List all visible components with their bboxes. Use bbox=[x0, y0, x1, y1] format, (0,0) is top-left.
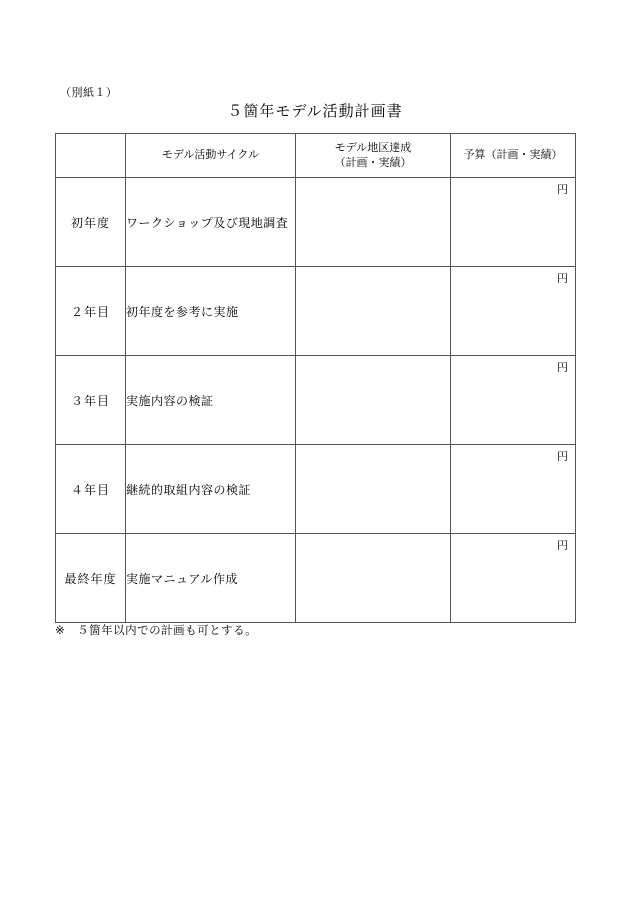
row-cycle: 実施マニュアル作成 bbox=[126, 534, 296, 623]
row-cycle: 初年度を参考に実施 bbox=[126, 267, 296, 356]
row-area-input[interactable] bbox=[296, 178, 451, 267]
row-budget-input[interactable] bbox=[451, 267, 576, 356]
footnote-mark: ※ bbox=[55, 625, 66, 637]
yen-unit: 円 bbox=[557, 540, 568, 552]
row-cycle: ワークショップ及び現地調査 bbox=[126, 178, 296, 267]
page-title: ５箇年モデル活動計画書 bbox=[227, 104, 403, 120]
header-area-line2: （計画・実績） bbox=[334, 156, 412, 169]
header-area bbox=[296, 134, 451, 178]
yen-unit: 円 bbox=[557, 362, 568, 374]
footnote bbox=[55, 622, 257, 638]
row-area-input[interactable] bbox=[296, 445, 451, 534]
row-year: ３年目 bbox=[56, 356, 126, 445]
header-row bbox=[56, 134, 576, 178]
five-year-plan-table bbox=[55, 133, 576, 623]
table-row bbox=[56, 534, 576, 623]
attachment-label: （別紙１） bbox=[60, 87, 118, 99]
row-budget-input[interactable] bbox=[451, 534, 576, 623]
yen-unit: 円 bbox=[557, 451, 568, 463]
header-area-line1: モデル地区達成 bbox=[334, 141, 412, 154]
header-cycle: モデル活動サイクル bbox=[126, 134, 296, 178]
row-cycle: 継続的取組内容の検証 bbox=[126, 445, 296, 534]
table-row bbox=[56, 178, 576, 267]
yen-unit: 円 bbox=[557, 273, 568, 285]
footnote-text: ５箇年以内での計画も可とする。 bbox=[77, 625, 258, 637]
row-budget-input[interactable] bbox=[451, 356, 576, 445]
row-cycle: 実施内容の検証 bbox=[126, 356, 296, 445]
row-year: ４年目 bbox=[56, 445, 126, 534]
table-row bbox=[56, 445, 576, 534]
row-budget-input[interactable] bbox=[451, 445, 576, 534]
row-budget-input[interactable] bbox=[451, 178, 576, 267]
row-area-input[interactable] bbox=[296, 267, 451, 356]
row-year: 最終年度 bbox=[56, 534, 126, 623]
row-area-input[interactable] bbox=[296, 534, 451, 623]
table-header bbox=[56, 134, 576, 178]
table-row bbox=[56, 267, 576, 356]
row-year: ２年目 bbox=[56, 267, 126, 356]
header-year bbox=[56, 134, 126, 178]
header-budget: 予算（計画・実績） bbox=[451, 134, 576, 178]
row-year: 初年度 bbox=[56, 178, 126, 267]
table-row bbox=[56, 356, 576, 445]
table-body bbox=[56, 178, 576, 623]
yen-unit: 円 bbox=[557, 184, 568, 196]
row-area-input[interactable] bbox=[296, 356, 451, 445]
